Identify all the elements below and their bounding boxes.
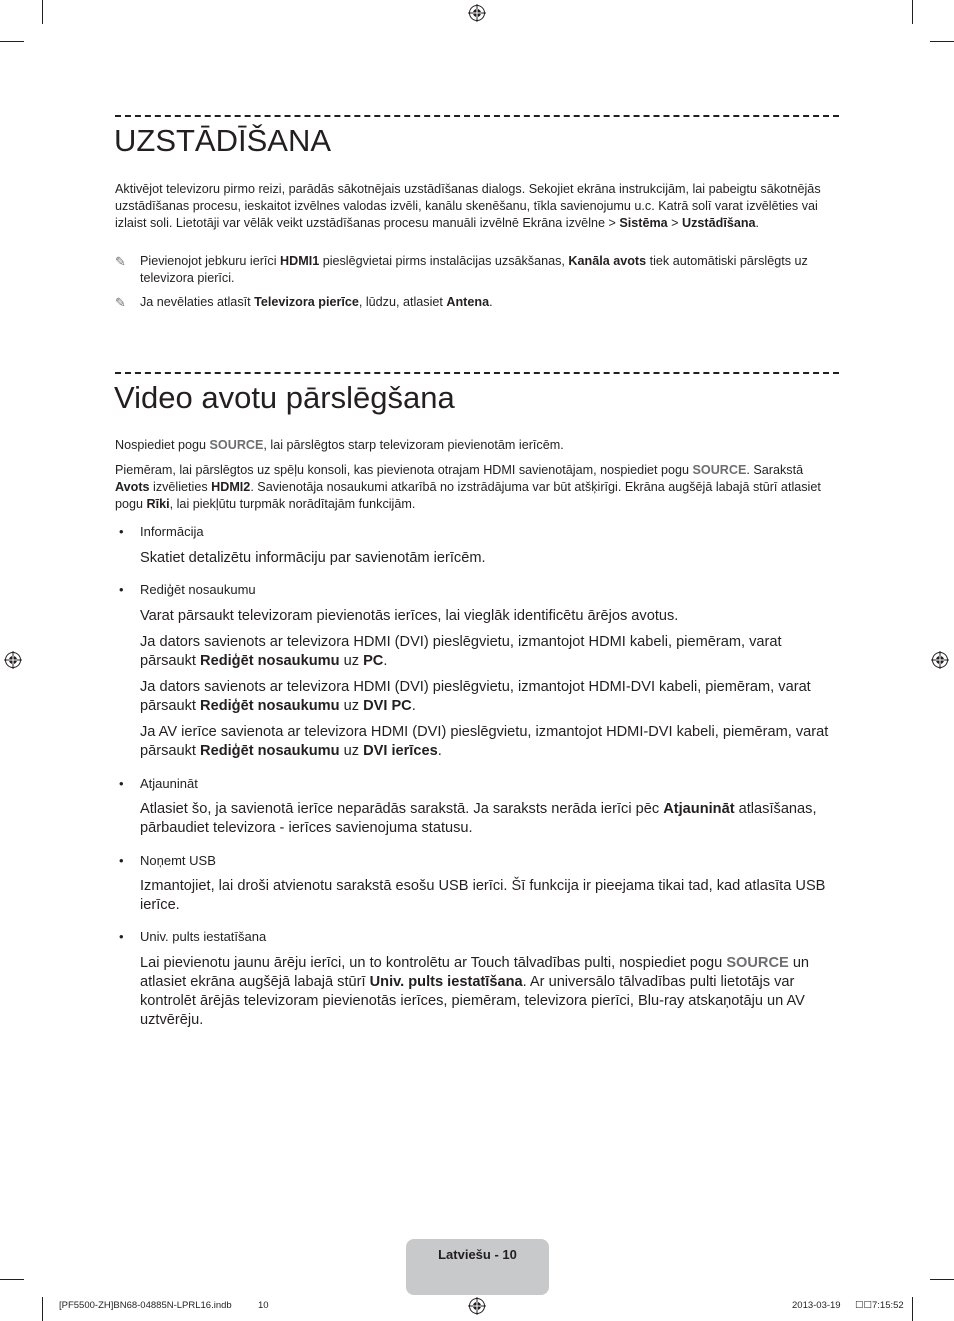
section-title: UZSTĀDĪŠANA — [114, 123, 332, 158]
list-item-body: Skatiet detalizētu informāciju par savienotām ierīcēm. — [140, 550, 486, 566]
bullet-icon: • — [119, 776, 124, 791]
list-item-body: Lai pievienotu jaunu ārēju ierīci, un to kontrolētu ar Touch tālvadības pulti, nospiediet pogu SOURCE un atlasiet ekrāna augšējā labajā stūrī Univ. pults iestatīšana. Ar universālo tālvadības pulti lietotājs var kontrolēt ārējās televizoram pievienotās ierīces, piemēram, televizora pierīci, Blu-ray atskaņotāju un AV uztvērēju. — [140, 955, 810, 1028]
registration-mark-icon — [468, 4, 486, 22]
footer-ampm: ☐☐ — [855, 1300, 873, 1311]
section-title: Video avotu pārslēgšana — [114, 380, 455, 415]
bullet-icon: • — [119, 853, 124, 868]
paragraph: Nospiediet pogu SOURCE, lai pārslēgtos starp televizoram pievienotām ierīcēm. — [115, 438, 564, 452]
footer-file-name: [PF5500-ZH]BN68-04885N-LPRL16.indb — [59, 1300, 232, 1311]
footer-time: 7:15:52 — [872, 1300, 904, 1311]
list-item-label: Rediģēt nosaukumu — [140, 582, 256, 597]
paragraph: Piemēram, lai pārslēgtos uz spēļu konsoli, kas pievienota otrajam HDMI savienotājam, nospiediet pogu SOURCE. Sarakstā Avots izvēlieties HDMI2. Savienotāja nosaukumi atkarībā no izstrādājuma var būt atšķirīgi. Ekrāna augšējā labajā stūrī atlasiet pogu Rīki, lai piekļūtu turpmāk norādītajām funkcijām. — [115, 463, 821, 511]
note-item: ✎ Pievienojot jebkuru ierīci HDMI1 pieslēgvietai pirms instalācijas uzsākšanas, Kanāla avots tiek automātiski pārslēgts uz televizora pierīci. — [115, 254, 808, 285]
list-item-body: Ja dators savienots ar televizora HDMI (DVI) pieslēgvietu, izmantojot HDMI kabeli, piemēram, varat pārsaukt Rediģēt nosaukumu uz PC. — [140, 634, 782, 669]
intro-paragraph: Aktivējot televizoru pirmo reizi, parādās sākotnējais uzstādīšanas dialogs. Sekojiet ekrāna instrukcijām, lai pabeigtu sākotnējās uzstādīšanas procesu, ieskaitot izvēlnes valodas izvēli, kanālu skenēšanu, tīkla savienojumu u.c. Katrā solī varat izvēlēties vai izlaist soli. Lietotāji var vēlāk veikt uzstādīšanas procesu manuāli izvēlnē Ekrāna izvēlne > Sistēma > Uzstādīšana. — [115, 182, 821, 230]
crop-mark — [912, 0, 913, 24]
crop-mark — [912, 1297, 913, 1321]
section-divider — [115, 115, 839, 117]
bullet-icon: • — [119, 524, 124, 539]
list-item-body: Varat pārsaukt televizoram pievienotās ierīces, lai vieglāk identificētu ārējos avotus. — [140, 608, 679, 624]
list-item-label: Informācija — [140, 524, 204, 539]
section-divider — [115, 372, 839, 374]
crop-mark — [42, 0, 43, 24]
crop-mark — [930, 41, 954, 42]
list-item-body: Izmantojiet, lai droši atvienotu sarakstā esošu USB ierīci. Šī funkcija ir pieejama tikai tad, kad atlasīta USB ierīce. — [140, 878, 826, 913]
bullet-icon: • — [119, 929, 124, 944]
registration-mark-icon — [931, 651, 949, 669]
list-item-label: Noņemt USB — [140, 853, 216, 868]
registration-mark-icon — [468, 1297, 486, 1315]
pencil-note-icon: ✎ — [115, 295, 126, 310]
crop-mark — [42, 1297, 43, 1321]
note-item: ✎ Ja nevēlaties atlasīt Televizora pierīce, lūdzu, atlasiet Antena. — [115, 295, 493, 310]
page-label: Latviešu - 10 — [438, 1247, 517, 1262]
footer-date: 2013-03-19 — [792, 1300, 841, 1311]
list-item-body: Ja AV ierīce savienota ar televizora HDMI (DVI) pieslēgvietu, izmantojot HDMI-DVI kabeli, piemēram, varat pārsaukt Rediģēt nosaukumu uz DVI ierīces. — [140, 724, 829, 759]
list-item-body: Ja dators savienots ar televizora HDMI (DVI) pieslēgvietu, izmantojot HDMI-DVI kabeli, piemēram, varat pārsaukt Rediģēt nosaukumu uz DVI PC. — [140, 679, 811, 714]
crop-mark — [0, 1279, 24, 1280]
pencil-note-icon: ✎ — [115, 254, 126, 269]
bullet-icon: • — [119, 582, 124, 597]
registration-mark-icon — [4, 651, 22, 669]
footer-page-number: 10 — [258, 1300, 269, 1311]
crop-mark — [0, 41, 24, 42]
page-number-tab — [406, 1239, 549, 1295]
crop-mark — [930, 1279, 954, 1280]
list-item-label: Atjaunināt — [140, 776, 198, 791]
list-item-label: Univ. pults iestatīšana — [140, 929, 267, 944]
list-item-body: Atlasiet šo, ja savienotā ierīce neparādās sarakstā. Ja saraksts nerāda ierīci pēc Atjaunināt atlasīšanas, pārbaudiet televizora - ierīces savienojuma statusu. — [140, 801, 817, 836]
